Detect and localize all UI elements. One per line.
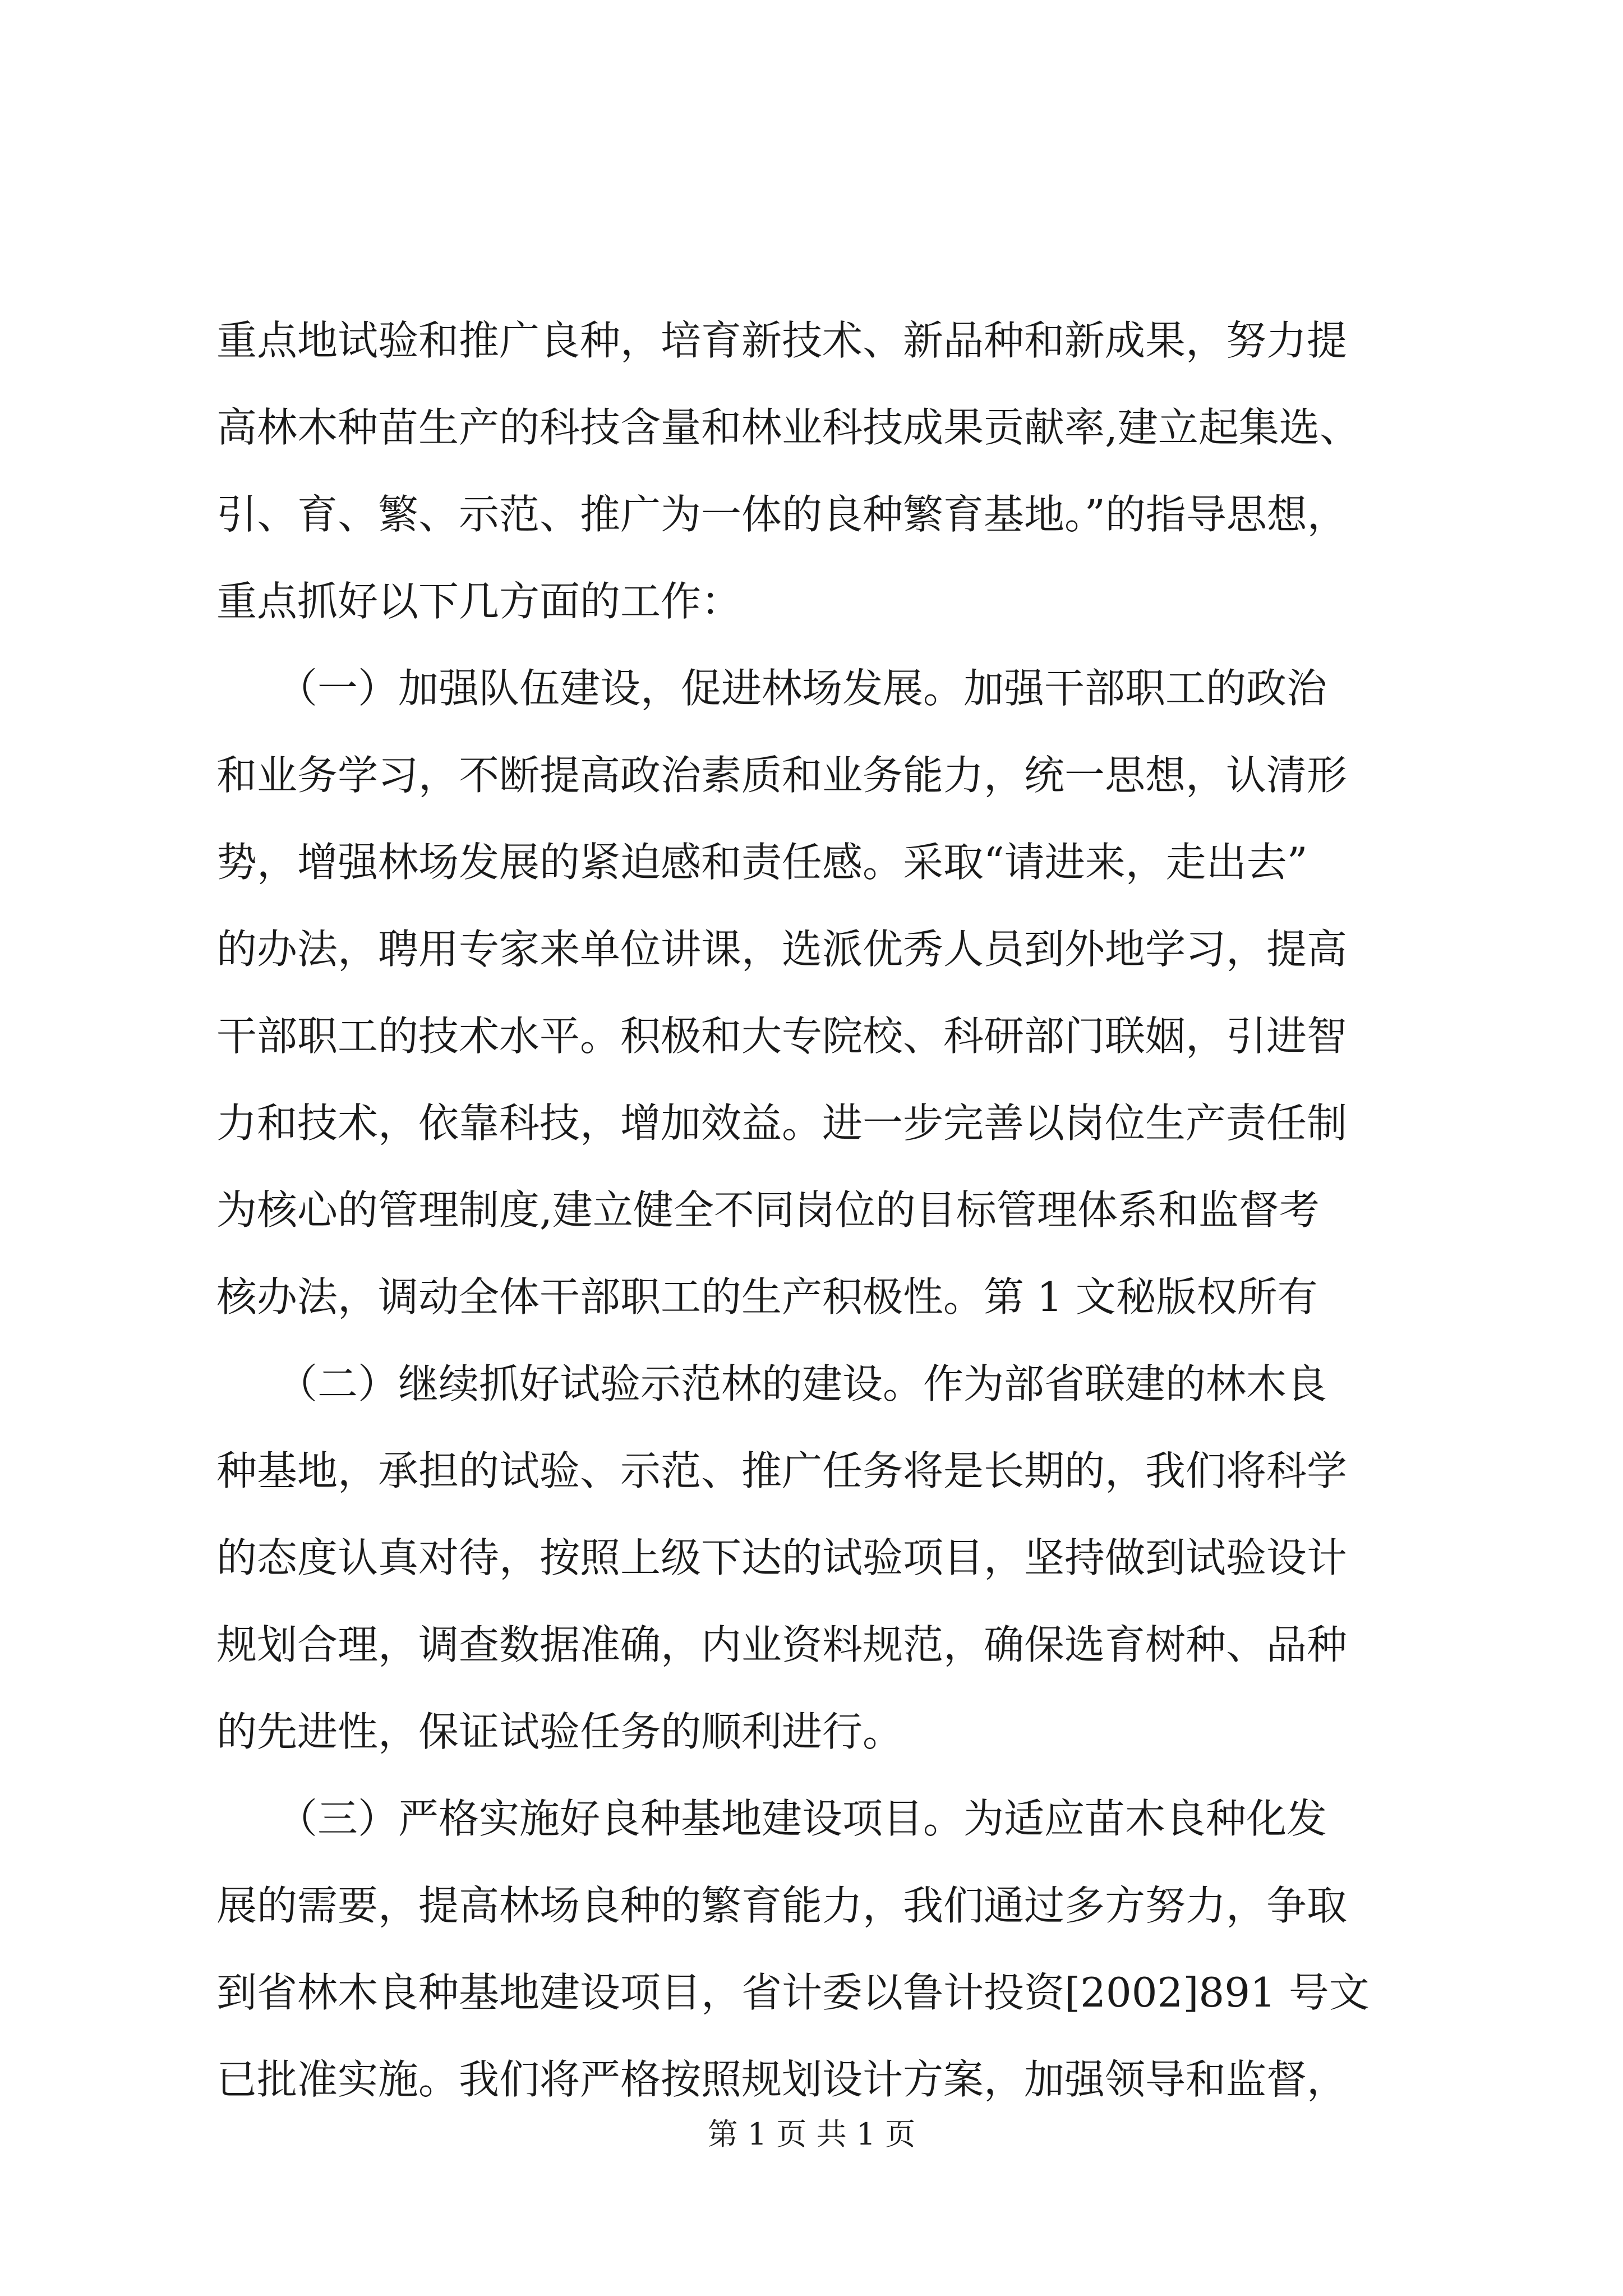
text-line: 种基地，承担的试验、示范、推广任务将是长期的，我们将科学 [216,1447,1348,1494]
text-line: 和业务学习，不断提高政治素质和业务能力，统一思想，认清形 [216,752,1348,799]
paragraph-3-heading-line: （三）严格实施好良种基地建设项目。为适应苗木良种化发 [216,1795,1327,1842]
text-line: 的先进性，保证试验任务的顺利进行。 [216,1708,903,1755]
paragraph-1-heading-line: （一）加强队伍建设，促进林场发展。加强干部职工的政治 [216,665,1327,712]
text-line: 力和技术，依靠科技，增加效益。进一步完善以岗位生产责任制 [216,1099,1348,1147]
text-line: 为核心的管理制度,建立健全不同岗位的目标管理体系和监督考 [216,1186,1320,1234]
text-line: 重点抓好以下几方面的工作： [216,578,742,625]
text-line: 展的需要，提高林场良种的繁育能力，我们通过多方努力，争取 [216,1882,1348,1929]
text-line: 的态度认真对待，按照上级下达的试验项目，坚持做到试验设计 [216,1534,1348,1581]
text-line: 高林木种苗生产的科技含量和林业科技成果贡献率,建立起集选、 [216,404,1360,451]
page-footer [0,2112,1623,2157]
text-line: 干部职工的技术水平。积极和大专院校、科研部门联姻，引进智 [216,1013,1348,1060]
text-line: 势，增强林场发展的紧迫感和责任感。采取“请进来，走出去” [216,839,1308,886]
text-line: 重点地试验和推广良种，培育新技术、新品种和新成果，努力提 [216,317,1348,364]
text-line: 到省林木良种基地建设项目，省计委以鲁计投资[2002]891 号文 [216,1969,1370,2016]
text-line: 已批准实施。我们将严格按照规划设计方案，加强领导和监督， [216,2056,1348,2103]
text-line: 引、育、繁、示范、推广为一体的良种繁育基地。”的指导思想， [216,491,1348,538]
text-line: 规划合理，调查数据准确，内业资料规范，确保选育树种、品种 [216,1621,1348,1668]
text-line: 的办法，聘用专家来单位讲课，选派优秀人员到外地学习，提高 [216,926,1348,973]
body-text [216,297,1484,2123]
text-line: 核办法，调动全体干部职工的生产积极性。第 1 文秘版权所有 [216,1273,1318,1320]
page-number-label: 第 1 页 共 1 页 [707,2116,916,2152]
paragraph-2-heading-line: （二）继续抓好试验示范林的建设。作为部省联建的林木良 [216,1360,1327,1407]
